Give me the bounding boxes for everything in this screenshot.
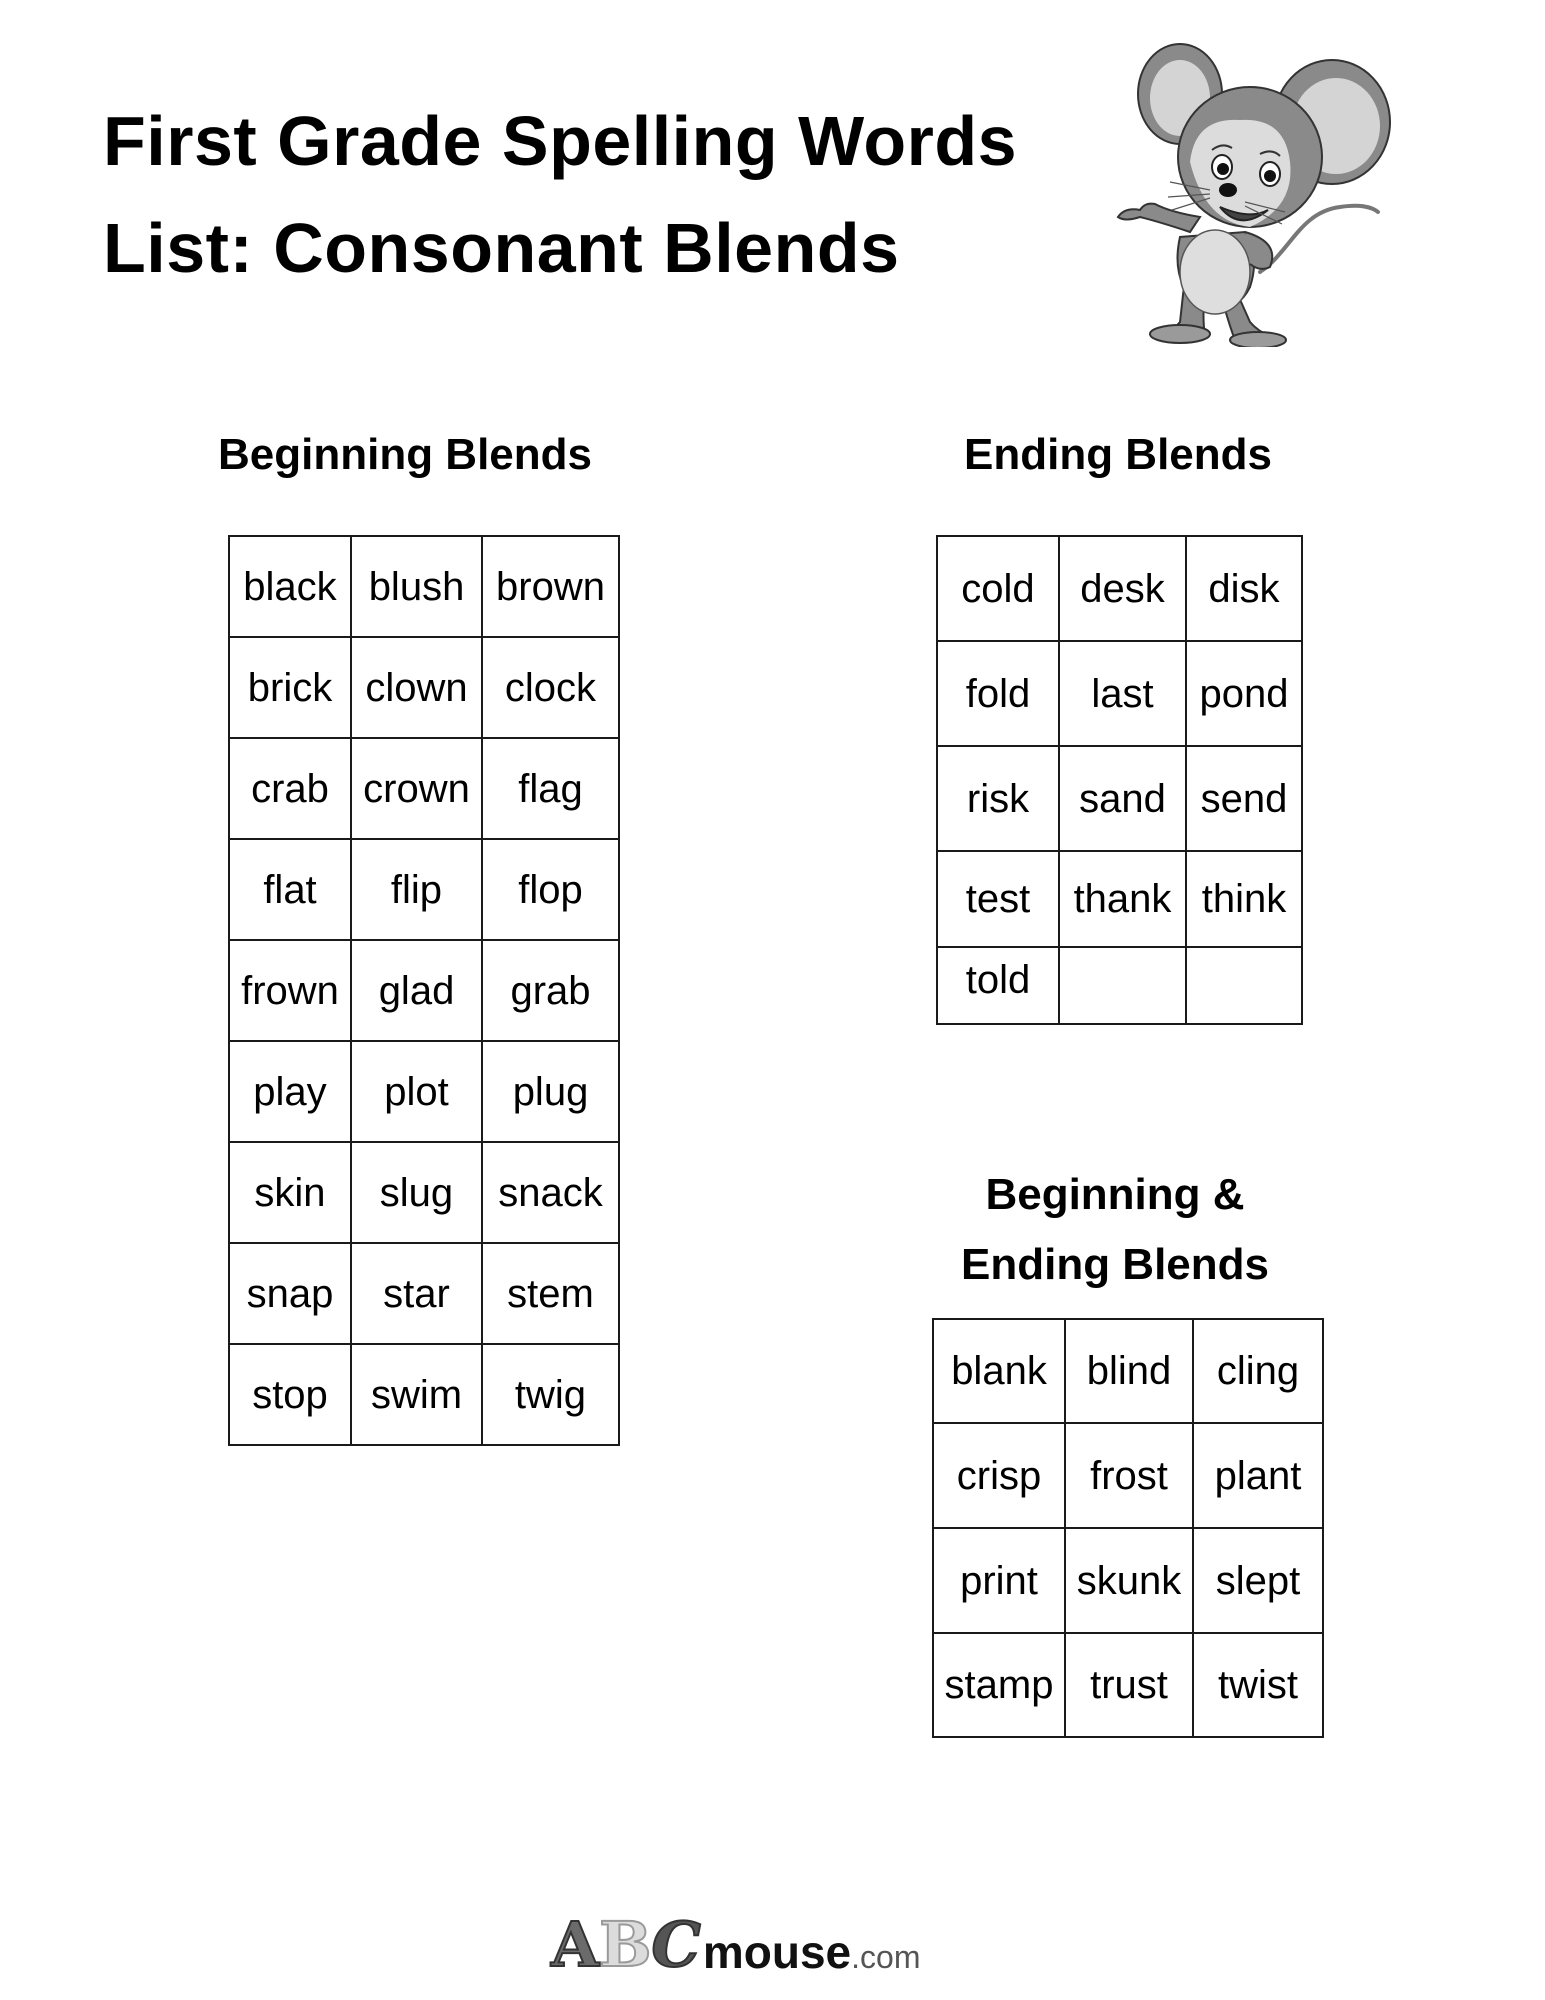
word-cell: glad	[351, 940, 482, 1041]
logo-letter-b: B	[599, 1908, 652, 1981]
word-cell: brick	[229, 637, 351, 738]
word-cell: slept	[1193, 1528, 1323, 1633]
table-row	[229, 1344, 619, 1445]
word-cell: plot	[351, 1041, 482, 1142]
empty-cell	[1186, 947, 1302, 1024]
table-row	[229, 1041, 619, 1142]
heading-text-line-2: Ending Blends	[961, 1240, 1269, 1289]
logo-suffix-com: .com	[851, 1938, 921, 1975]
word-cell: stem	[482, 1243, 619, 1344]
word-cell: black	[229, 536, 351, 637]
word-cell: blank	[933, 1319, 1065, 1423]
logo-letter-a: A	[551, 1908, 600, 1981]
title-line-2: List: Consonant Blends	[103, 209, 900, 287]
page-title	[103, 88, 1017, 302]
word-cell: brown	[482, 536, 619, 637]
word-cell: clock	[482, 637, 619, 738]
word-cell: frown	[229, 940, 351, 1041]
word-cell: cold	[937, 536, 1059, 641]
word-cell: flat	[229, 839, 351, 940]
ending-blends-table	[936, 535, 1303, 1025]
beginning-ending-blends-table	[932, 1318, 1324, 1738]
word-cell: twig	[482, 1344, 619, 1445]
word-cell: desk	[1059, 536, 1186, 641]
heading-text: Ending Blends	[964, 430, 1272, 479]
table-row	[229, 839, 619, 940]
word-cell: play	[229, 1041, 351, 1142]
section-heading-beginning-ending-blends	[915, 1160, 1315, 1300]
table-row	[933, 1423, 1323, 1528]
table-row	[937, 746, 1302, 851]
word-cell: told	[937, 947, 1059, 1024]
table-row	[229, 1243, 619, 1344]
word-cell: print	[933, 1528, 1065, 1633]
word-cell: skin	[229, 1142, 351, 1243]
word-cell: frost	[1065, 1423, 1193, 1528]
word-cell: plant	[1193, 1423, 1323, 1528]
beginning-blends-table	[228, 535, 620, 1446]
word-cell: flop	[482, 839, 619, 940]
word-cell: thank	[1059, 851, 1186, 947]
word-cell: sand	[1059, 746, 1186, 851]
abcmouse-logo	[551, 1908, 921, 1981]
word-cell: swim	[351, 1344, 482, 1445]
table-row	[937, 641, 1302, 746]
word-cell: think	[1186, 851, 1302, 947]
word-cell: snap	[229, 1243, 351, 1344]
word-cell: test	[937, 851, 1059, 947]
word-cell: stop	[229, 1344, 351, 1445]
word-cell: flip	[351, 839, 482, 940]
word-cell: slug	[351, 1142, 482, 1243]
heading-text: Beginning Blends	[218, 430, 592, 479]
word-cell: crisp	[933, 1423, 1065, 1528]
word-cell: send	[1186, 746, 1302, 851]
table-row	[937, 947, 1302, 1024]
table-row	[229, 738, 619, 839]
heading-text-line-1: Beginning &	[985, 1170, 1245, 1219]
mouse-mascot-icon	[1110, 22, 1400, 347]
word-cell: clown	[351, 637, 482, 738]
word-cell: crab	[229, 738, 351, 839]
word-cell: trust	[1065, 1633, 1193, 1737]
table-row	[229, 637, 619, 738]
section-heading-ending-blends	[918, 420, 1318, 490]
table-row	[229, 536, 619, 637]
word-cell: flag	[482, 738, 619, 839]
table-row	[933, 1319, 1323, 1423]
word-cell: disk	[1186, 536, 1302, 641]
word-cell: skunk	[1065, 1528, 1193, 1633]
word-cell: cling	[1193, 1319, 1323, 1423]
empty-cell	[1059, 947, 1186, 1024]
word-cell: grab	[482, 940, 619, 1041]
logo-word-mouse: mouse	[702, 1925, 852, 1978]
table-row	[229, 1142, 619, 1243]
table-row	[933, 1528, 1323, 1633]
word-cell: snack	[482, 1142, 619, 1243]
table-row	[937, 851, 1302, 947]
word-cell: star	[351, 1243, 482, 1344]
word-cell: stamp	[933, 1633, 1065, 1737]
word-cell: last	[1059, 641, 1186, 746]
word-cell: twist	[1193, 1633, 1323, 1737]
word-cell: pond	[1186, 641, 1302, 746]
logo-letter-c: C	[651, 1908, 701, 1981]
word-cell: crown	[351, 738, 482, 839]
section-heading-beginning-blends	[200, 420, 610, 490]
table-row	[933, 1633, 1323, 1737]
word-cell: blush	[351, 536, 482, 637]
title-line-1: First Grade Spelling Words	[103, 102, 1018, 180]
table-row	[229, 940, 619, 1041]
word-cell: risk	[937, 746, 1059, 851]
table-row	[937, 536, 1302, 641]
word-cell: plug	[482, 1041, 619, 1142]
word-cell: blind	[1065, 1319, 1193, 1423]
word-cell: fold	[937, 641, 1059, 746]
